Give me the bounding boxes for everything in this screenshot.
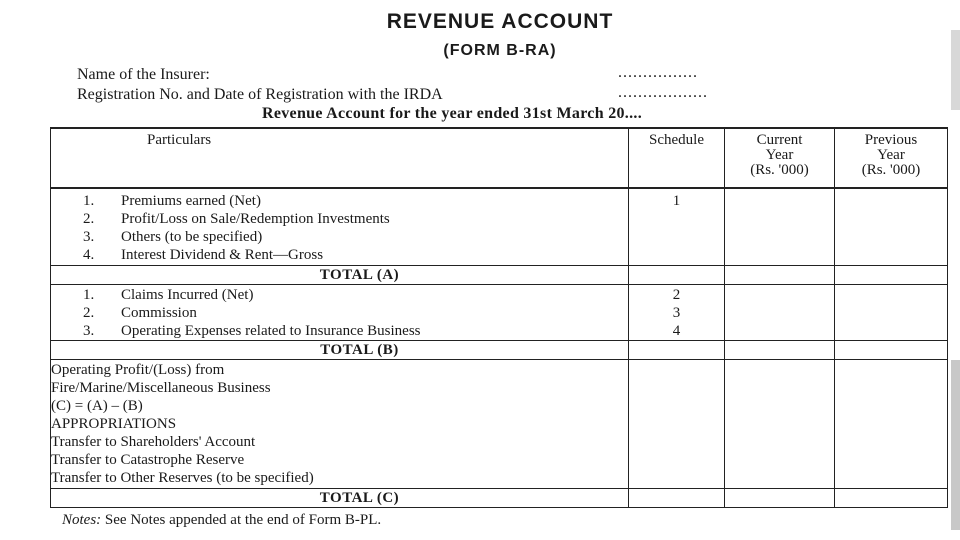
form-subtitle: (FORM B-RA) bbox=[443, 42, 557, 59]
item-number: 1. bbox=[83, 193, 95, 209]
item-label: Premiums earned (Net) bbox=[121, 193, 261, 209]
list-item: Fire/Marine/Miscellaneous Business bbox=[51, 380, 271, 396]
current-year-cell bbox=[725, 360, 835, 489]
right-edge-shadow bbox=[951, 30, 960, 110]
col-previous-year-line2: Year bbox=[877, 147, 905, 163]
total-a-label: TOTAL (A) bbox=[51, 266, 629, 285]
total-c-label: TOTAL (C) bbox=[51, 489, 629, 508]
registration-label: Registration No. and Date of Registration with the IRDA bbox=[77, 86, 443, 103]
list-item: (C) = (A) – (B) bbox=[51, 398, 143, 414]
schedule-value: 2 bbox=[672, 287, 681, 303]
item-number: 3. bbox=[83, 229, 95, 245]
col-current-year-line1: Current bbox=[756, 132, 803, 148]
col-particulars: Particulars bbox=[51, 128, 629, 188]
item-label: Commission bbox=[121, 305, 197, 321]
insurer-name-blank: ................ bbox=[618, 64, 698, 81]
item-number: 3. bbox=[83, 323, 95, 339]
list-item bbox=[51, 210, 628, 228]
section-c-items bbox=[51, 360, 629, 489]
previous-year-cell bbox=[835, 188, 948, 266]
schedule-value: 1 bbox=[672, 193, 681, 209]
list-item bbox=[51, 286, 628, 304]
item-number: 2. bbox=[83, 305, 95, 321]
item-number: 1. bbox=[83, 287, 95, 303]
total-c-row bbox=[51, 489, 948, 508]
expense-items bbox=[51, 285, 629, 341]
list-item bbox=[51, 322, 628, 340]
list-item: Transfer to Shareholders' Account bbox=[51, 434, 256, 450]
total-c-previous bbox=[835, 489, 948, 508]
list-item: Transfer to Other Reserves (to be specified) bbox=[51, 470, 314, 486]
col-schedule: Schedule bbox=[629, 128, 725, 188]
col-current-year bbox=[725, 128, 835, 188]
list-item bbox=[51, 192, 628, 210]
notes-text: See Notes appended at the end of Form B-PL. bbox=[104, 512, 382, 528]
current-year-cell bbox=[725, 188, 835, 266]
total-a-schedule bbox=[629, 266, 725, 285]
total-b-current bbox=[725, 341, 835, 360]
income-items bbox=[51, 188, 629, 266]
registration-blank: .................. bbox=[618, 84, 708, 101]
list-item bbox=[51, 228, 628, 246]
income-schedules bbox=[629, 188, 725, 266]
col-previous-year-line3: (Rs. '000) bbox=[861, 162, 921, 178]
right-edge-shadow-lower bbox=[951, 360, 960, 530]
section-c-schedule bbox=[629, 360, 725, 489]
period-line: Revenue Account for the year ended 31st March 20.... bbox=[262, 105, 643, 122]
list-item bbox=[51, 304, 628, 322]
page-title: REVENUE ACCOUNT bbox=[386, 10, 614, 33]
notes-label: Notes: bbox=[62, 512, 102, 528]
schedule-value: 3 bbox=[672, 305, 681, 321]
list-item bbox=[51, 246, 628, 264]
item-label: Interest Dividend & Rent—Gross bbox=[121, 247, 324, 263]
current-year-cell bbox=[725, 285, 835, 341]
total-a-row bbox=[51, 266, 948, 285]
col-current-year-line2: Year bbox=[765, 147, 794, 163]
total-b-row bbox=[51, 341, 948, 360]
list-item: Transfer to Catastrophe Reserve bbox=[51, 452, 245, 468]
col-current-year-line3: (Rs. '000) bbox=[750, 162, 809, 178]
section-c-row bbox=[51, 360, 948, 489]
expense-schedules bbox=[629, 285, 725, 341]
col-previous-year-line1: Previous bbox=[864, 132, 918, 148]
notes-line bbox=[62, 512, 381, 529]
item-number: 2. bbox=[83, 211, 95, 227]
insurer-name-label: Name of the Insurer: bbox=[77, 66, 210, 83]
item-label: Profit/Loss on Sale/Redemption Investments bbox=[121, 211, 390, 227]
item-number: 4. bbox=[83, 247, 95, 263]
list-item: Operating Profit/(Loss) from bbox=[51, 362, 225, 378]
total-b-label: TOTAL (B) bbox=[51, 341, 629, 360]
total-b-schedule bbox=[629, 341, 725, 360]
table-header-row bbox=[51, 128, 948, 188]
item-label: Claims Incurred (Net) bbox=[121, 287, 254, 303]
previous-year-cell bbox=[835, 360, 948, 489]
total-a-previous bbox=[835, 266, 948, 285]
item-label: Others (to be specified) bbox=[121, 229, 263, 245]
total-a-current bbox=[725, 266, 835, 285]
total-c-schedule bbox=[629, 489, 725, 508]
income-section-row bbox=[51, 188, 948, 266]
item-label: Operating Expenses related to Insurance Business bbox=[121, 323, 421, 339]
total-b-previous bbox=[835, 341, 948, 360]
total-c-current bbox=[725, 489, 835, 508]
schedule-value: 4 bbox=[672, 323, 681, 339]
expense-section-row bbox=[51, 285, 948, 341]
previous-year-cell bbox=[835, 285, 948, 341]
col-previous-year bbox=[835, 128, 948, 188]
revenue-account-table bbox=[50, 127, 948, 508]
list-item: APPROPRIATIONS bbox=[51, 416, 177, 432]
